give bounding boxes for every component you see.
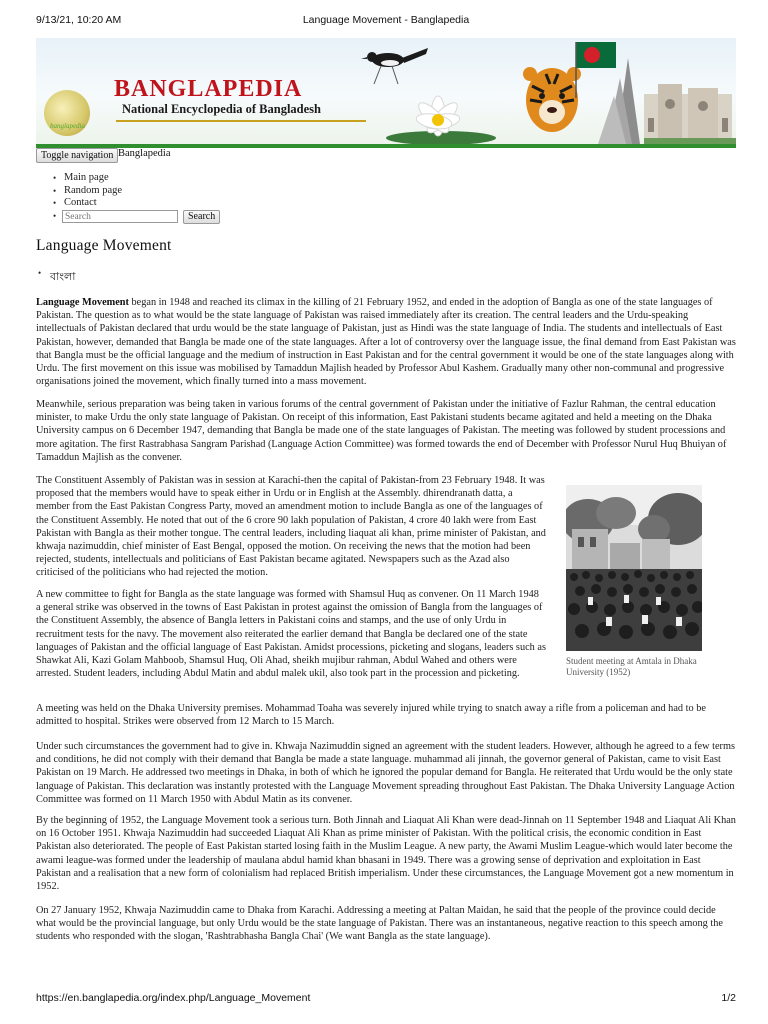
search-input[interactable] xyxy=(62,210,178,223)
article-figure xyxy=(566,485,702,678)
student-meeting-photo[interactable] xyxy=(566,485,702,651)
banner-artwork-icon xyxy=(326,38,736,146)
parliament-building-icon xyxy=(644,84,736,146)
lead-term: Language Movement xyxy=(36,297,129,308)
nav-item-contact[interactable]: • Contact xyxy=(64,197,122,210)
article-paragraph: A new committee to fight for Bangla as the state language was formed with Shamsul Huq as convener. On 11 March 1948 a general strike was observed in the towns of East Pakistan in protest against the omission of Bangla from the languages of the Constituent Assembly, the absence of Bangla letters in Pakistani coins and stamps, and the use of only Urdu in recruitment tests for the navy. The movement also reiterated the earlier demand that Bangla be declared one of the state languages of Pakistan and the official language of East Pakistan. Amidst processions, picketing and slogans, leaders such as Shawkat Ali, Kazi Golam Mahboob, Shamsul Huq, Oli Ahad, sheikh mujibur rahman, Abdul Wahed and others were arrested. Student leaders, including Abdul Matin and abdul malek ukil, also took part in the procession and picketing. xyxy=(36,589,546,680)
banner-logo-text: banglapedia xyxy=(50,122,85,130)
nav-item-random-page[interactable]: • Random page xyxy=(64,185,122,198)
site-banner[interactable] xyxy=(36,38,736,146)
language-link-bangla[interactable]: • বাংলা xyxy=(50,268,75,287)
monument-icon xyxy=(598,58,640,144)
banner-title: BANGLAPEDIA xyxy=(114,76,303,102)
print-page-title: Language Movement - Banglapedia xyxy=(302,14,470,26)
article-paragraph: By the beginning of 1952, the Language Movement took a serious turn. Both Jinnah and Liaquat Ali Khan were dead-Jinnah on 11 September 1948 and Liaquat Ali Khan on 16 October 1951. Khwaja Nazimuddin had succeeded Liaquat Ali Khan as prime minister of Pakistan. With the political crisis, the economic condition in East Pakistan also deteriorated. The people of East Pakistan started losing faith in the Muslim League. A new party, the Awami Muslim League-which would later become the awami league-was formed under the leadership of maulana abdul hamid khan bhasani in 1949. There was a growing sense of deprivation and exploitation in East Pakistan and a realisation that a new form of colonialism had replaced British imperialism. Under these circumstances, the Language Movement got a new momentum in 1952. xyxy=(36,815,736,893)
nav-menu xyxy=(64,172,122,210)
article-paragraph: The Constituent Assembly of Pakistan was in session at Karachi-then the capital of Pakistan-from 23 February 1948. It was proposed that the members would have to speak either in Urdu or in English at the Assembly. dhirendranath datta, a member from the East Pakistan Congress Party, moved an amendment motion to include Bangla as one of the languages of the Constituent Assembly. He noted that out of the 6 crore 90 lakh population of Pakistan, 4 crore 40 lakh were from East Pakistan with Bangla as their mother tongue. The central leaders, including liaquat ali khan, prime minister of Pakistan, and khwaja nazimuddin, chief minister of East Bengal, opposed the motion. On receiving the news that the motion had been rejected, students, intellectuals and politicians of East Pakistan became agitated. Newspapers such as the Azad also criticised of the politicians who had rejected the motion. xyxy=(36,475,546,579)
article-paragraph: On 27 January 1952, Khwaja Nazimuddin came to Dhaka from Karachi. Addressing a meeting at Paltan Maidan, he said that the people of the province could decide what would be the provincial language, but only Urdu would be the state language of Pakistan. There was an instantaneous, negative reaction to this speech among the students who responded with the slogan, 'Rashtrabhasha Bangla Chai' (We want Bangla as the state language). xyxy=(36,905,723,943)
page-title: Language Movement xyxy=(36,237,172,254)
print-datetime: 9/13/21, 10:20 AM xyxy=(36,14,122,26)
article-paragraph: A meeting was held on the Dhaka University premises. Mohammad Toaha was severely injured while trying to snatch away a rifle from a policeman and had to be admitted to hospital. Strikes were observed from 12 March to 15 March. xyxy=(36,703,706,728)
print-url[interactable]: https://en.banglapedia.org/index.php/Language_Movement xyxy=(36,992,311,1004)
banner-subtitle: National Encyclopedia of Bangladesh xyxy=(122,102,321,116)
search-button[interactable]: Search xyxy=(183,210,220,224)
article-paragraph: Under such circumstances the government had to give in. Khwaja Nazimuddin signed an agreement with the student leaders. However, although he agreed to a few terms and conditions, he did not comply with their demand that Bangla be made a state language. muhammad ali jinnah, the governor general of Pakistan, came to visit East Pakistan on 19 March. He addressed two meetings in Dhaka, in both of which he ignored the popular demand for Bangla. He reiterated that Urdu would be the only state language of Pakistan. This declaration was instantly protested with the Language Movement spreading throughout East Pakistan. The Dhaka University Language Action Committee was formed on 11 March 1950 with Abdul Matin as its convener. xyxy=(36,741,735,805)
toggle-navigation-button[interactable]: Toggle navigation xyxy=(36,148,118,163)
navbar xyxy=(36,148,736,164)
bangladesh-flag-icon xyxy=(576,42,616,98)
print-page-number: 1/2 xyxy=(721,992,736,1004)
print-footer xyxy=(36,992,736,1006)
magpie-bird-icon xyxy=(361,48,428,84)
print-header xyxy=(36,14,736,28)
article-paragraph: Language Movement began in 1948 and reached its climax in the killing of 21 February 1952, and ended in the adoption of Bangla as one of the state languages of Pakistan. The question as to what would be the state language of Pakistan was raised immediately after its creation. The central leaders and the Urdu-speaking intellectuals of Pakistan declared that urdu would be the state language of Pakistan, just as Hindi was the state language of India. The students and intellectuals of East Pakistan, however, demanded that Bangla be made one of the state languages. After a lot of controversy over the language issue, the final demand from East Pakistan was that Bangla must be the official language and the medium of instruction in East Pakistan and for the central government it would be one of the state languages along with Urdu. The first movement on this issue was mobilised by Tamaddun Majlish headed by Professor Abul Kashem. Gradually many other non-communal and progressive organisations joined the movement, which finally turned into a mass movement. xyxy=(36,297,736,388)
photo-icon xyxy=(566,485,702,651)
article-paragraph: Meanwhile, serious preparation was being taken in various forums of the central government of Pakistan under the initiative of Fazlur Rahman, the central education minister, to make Urdu the only state language of Pakistan. On receipt of this information, East Pakistani students became agitated and held a meeting on the Dhaka University campus on 6 December 1947, demanding that Bangla be made one of the state languages of Pakistan. The meeting was followed by student processions and more agitation. The first Rastrabhasa Sangram Parishad (Language Action Committee) was formed towards the end of December with Professor Nurul Huq Bhuiyan of Tamaddun Majlish as the convener. xyxy=(36,399,727,463)
figure-caption: Student meeting at Amtala in Dhaka University (1952) xyxy=(566,656,697,677)
water-lily-icon xyxy=(386,96,496,145)
brand-link[interactable]: Banglapedia xyxy=(118,148,171,159)
nav-item-main-page[interactable]: • Main page xyxy=(64,172,122,185)
tiger-icon xyxy=(523,67,581,132)
